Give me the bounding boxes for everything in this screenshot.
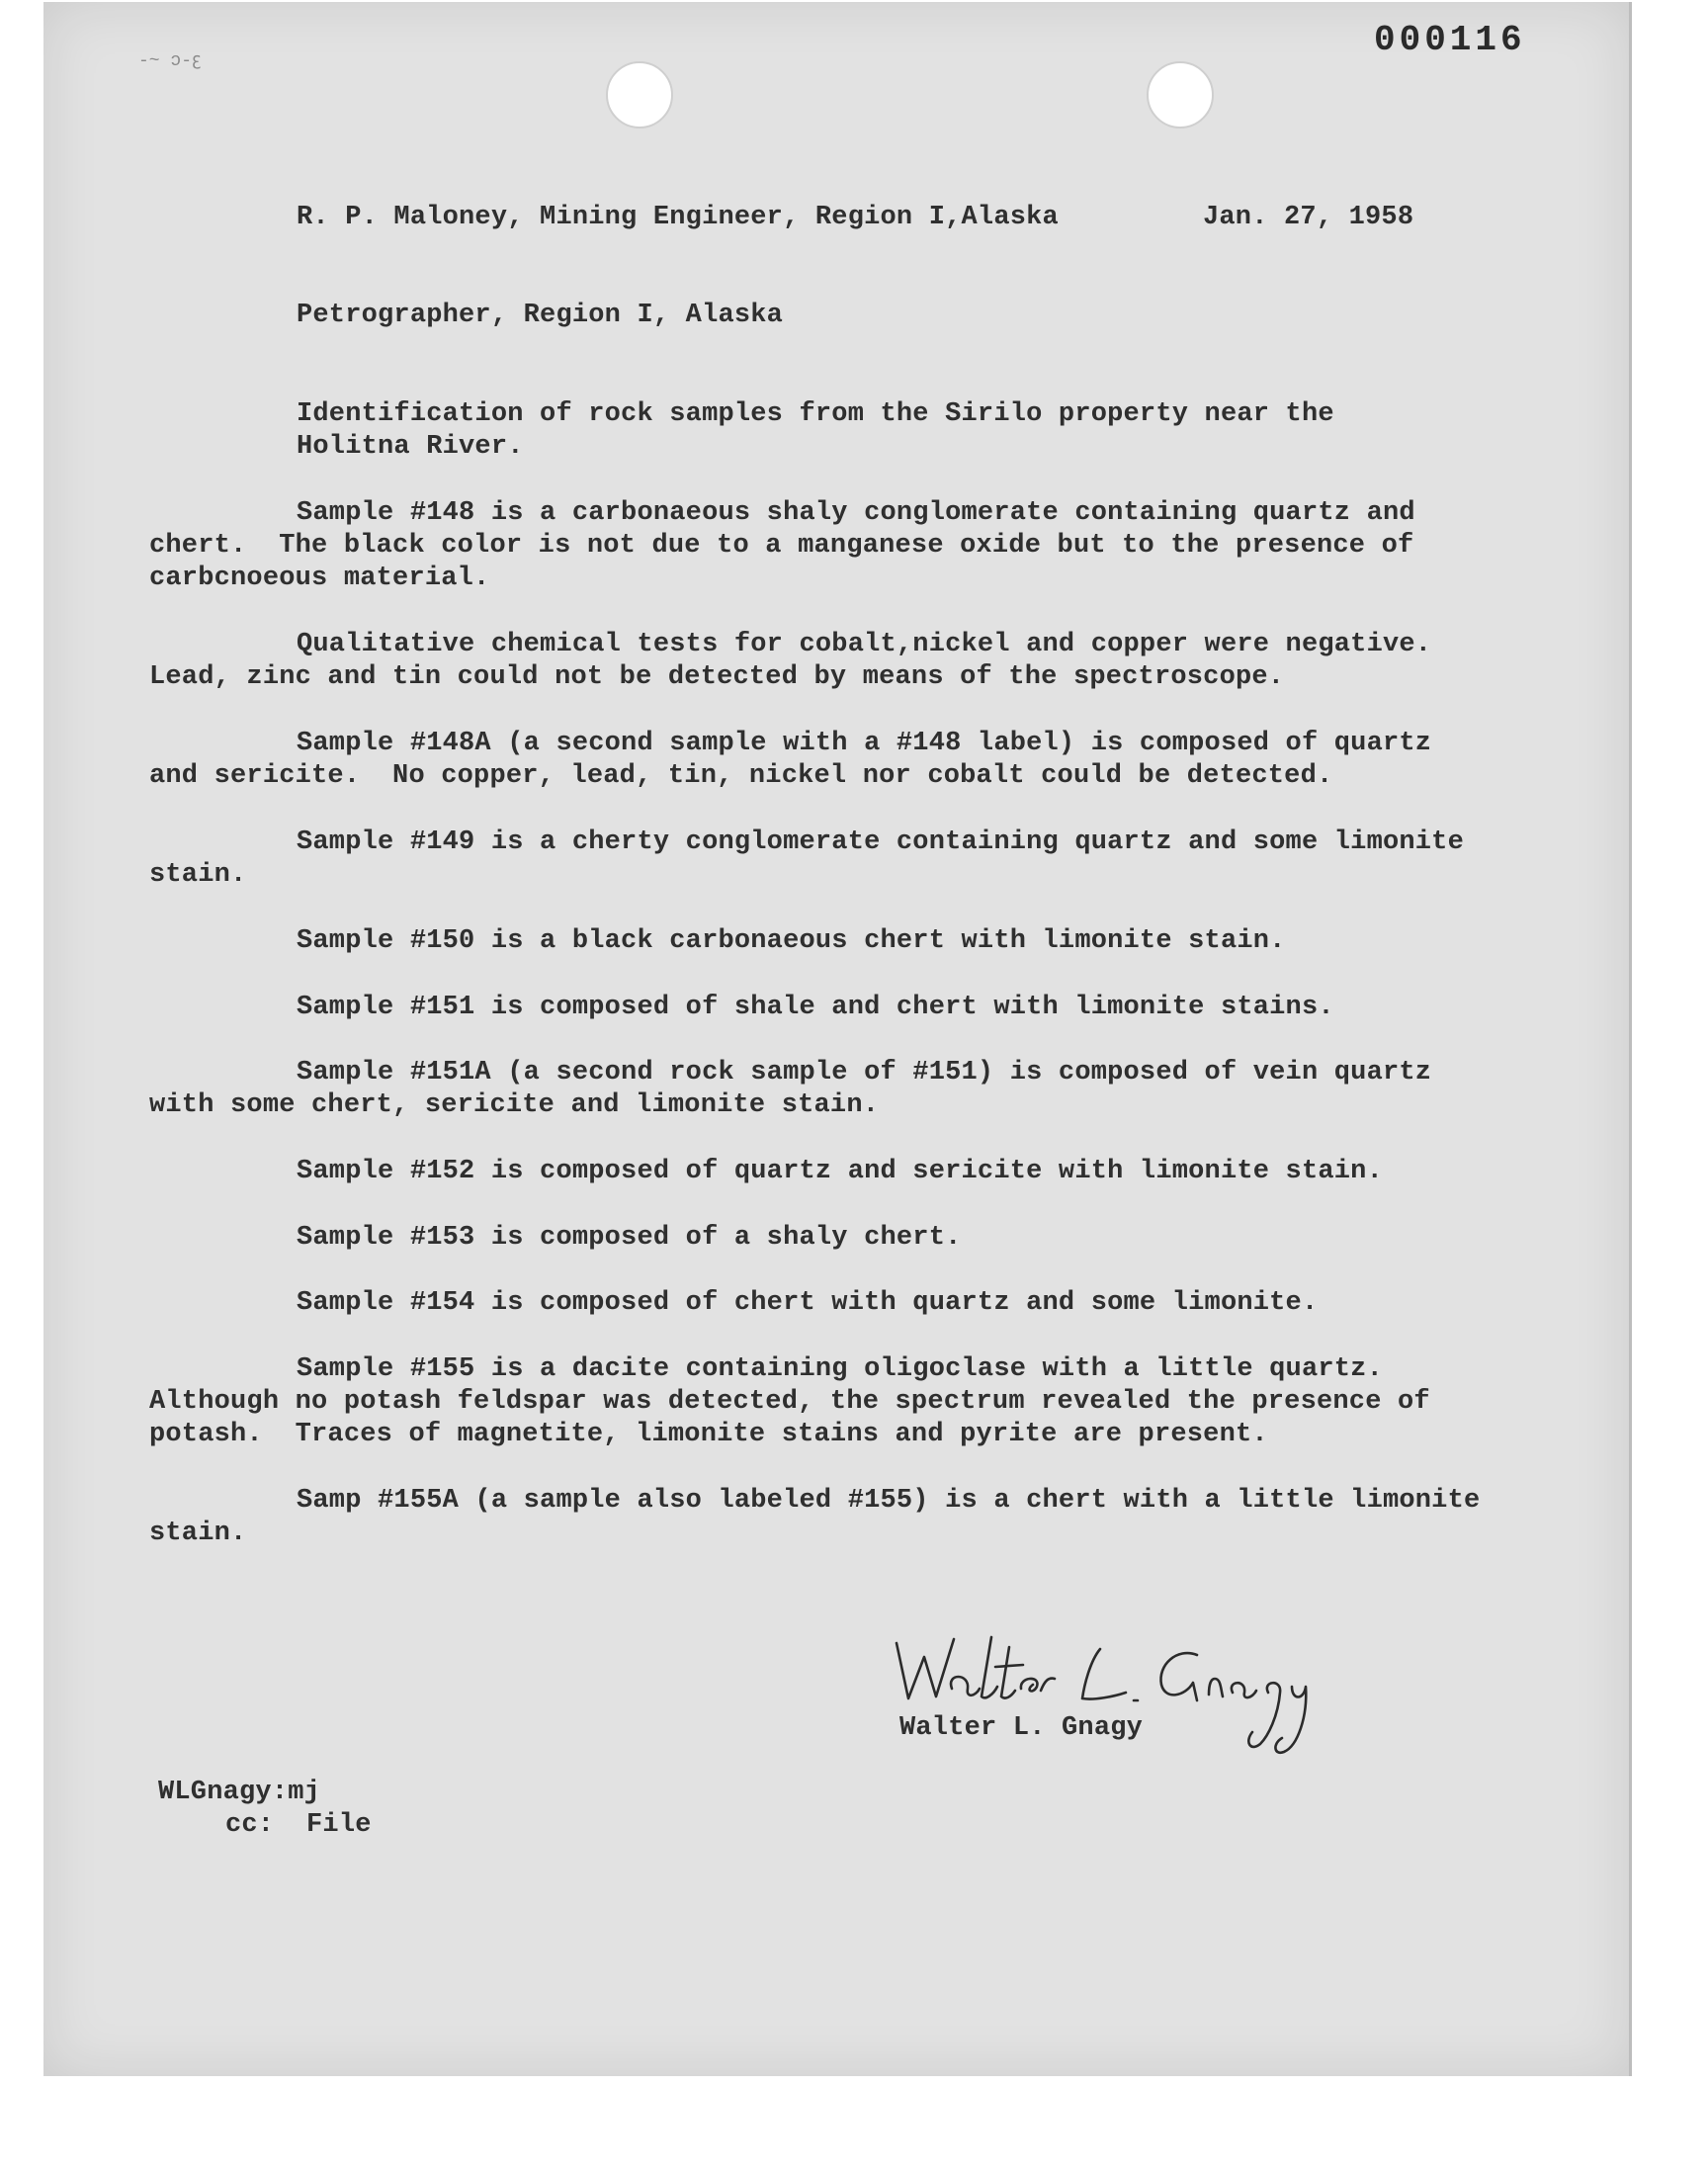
body-line: potash. Traces of magnetite, limonite stains and pyrite are present. [149,1420,1268,1449]
typed-signature: Walter L. Gnagy [899,1713,1144,1743]
body-line: Sample #154 is composed of chert with quartz and some limonite. [297,1288,1319,1318]
body-line: stain. [149,860,247,890]
body-line: Sample #149 is a cherty conglomerate containing quartz and some limonite [297,827,1464,857]
body-line: Sample #151A (a second rock sample of #151) is composed of vein quartz [297,1058,1432,1088]
subject-line-2: Holitna River. [297,432,524,462]
signature-text: Walter L. Gnagy [885,1621,895,1622]
punch-hole-left [606,61,673,129]
body-line: Sample #151 is composed of shale and chert with limonite stains. [297,993,1334,1022]
from-line: R. P. Maloney, Mining Engineer, Region I,Alaska [297,203,1059,232]
body-line: Sample #155 is a dacite containing oligoclase with a little quartz. [297,1354,1383,1384]
typist-initials: WLGnagy:mj [158,1778,321,1807]
carbon-copy: cc: File [225,1810,372,1840]
body-line: Sample #150 is a black carbonaeous chert with limonite stain. [297,926,1286,956]
body-line: Sample #153 is composed of a shaly chert. [297,1223,962,1253]
body-line: Lead, zinc and tin could not be detected by means of the spectroscope. [149,662,1285,692]
body-line: and sericite. No copper, lead, tin, nickel nor cobalt could be detected. [149,761,1333,791]
body-line: Sample #148 is a carbonaeous shaly conglomerate containing quartz and [297,498,1415,528]
body-line: carbcnoeous material. [149,564,490,593]
body-line: with some chert, sericite and limonite stain. [149,1090,880,1120]
body-line: stain. [149,1519,247,1548]
corner-mark: -~ ɔ-ꜫ [138,51,202,71]
body-line: Although no potash feldspar was detected, the spectrum revealed the presence of [149,1387,1430,1417]
body-line: Sample #152 is composed of quartz and sericite with limonite stain. [297,1157,1383,1186]
body-line: chert. The black color is not due to a manganese oxide but to the presence of [149,531,1414,561]
body-line: Sample #148A (a second sample with a #148 label) is composed of quartz [297,729,1432,758]
body-line: Qualitative chemical tests for cobalt,nickel and copper were negative. [297,630,1432,659]
handwritten-signature [885,1621,1329,1770]
document-number: 000116 [1374,20,1526,60]
subject-line-1: Identification of rock samples from the Sirilo property near the [297,399,1334,429]
body-line: Samp #155A (a sample also labeled #155) is a chert with a little limonite [297,1486,1481,1516]
date: Jan. 27, 1958 [1203,203,1414,232]
document-page [43,2,1632,2076]
punch-hole-right [1147,61,1214,129]
to-line: Petrographer, Region I, Alaska [297,301,784,330]
